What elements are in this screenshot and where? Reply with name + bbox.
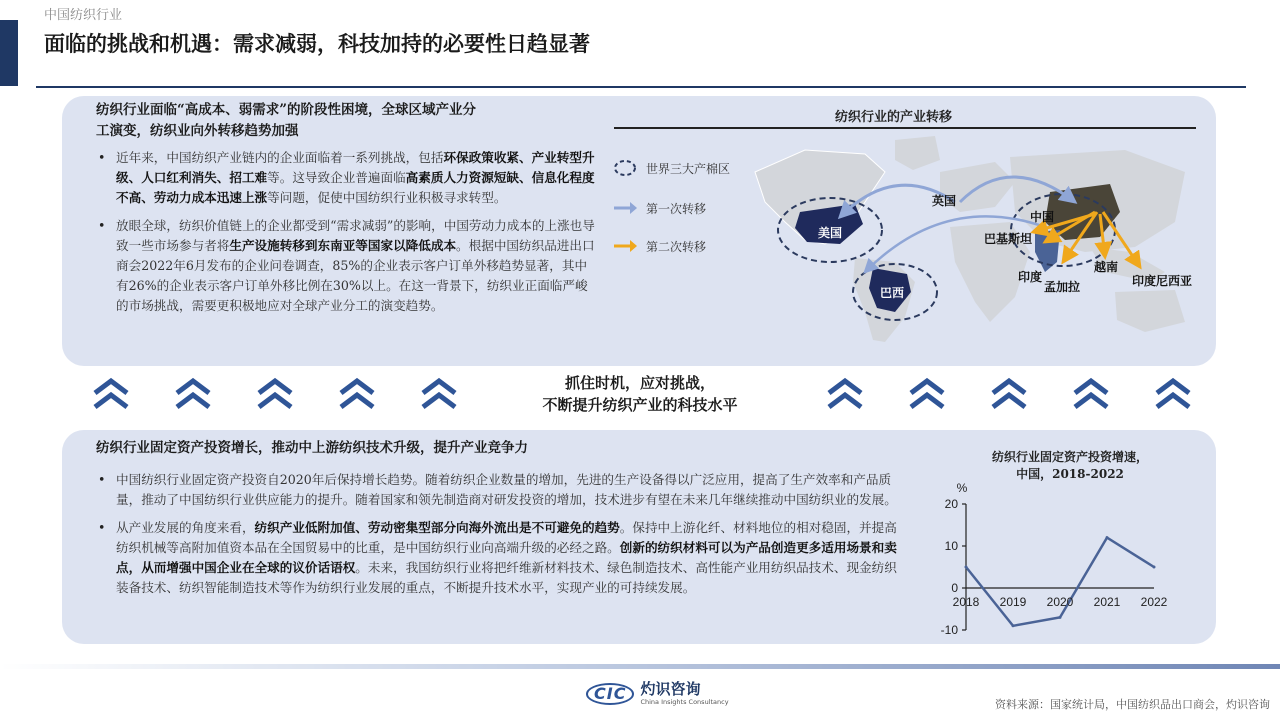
- list-item: • 放眼全球，纺织价值链上的企业都受到“需求减弱”的影响，中国劳动力成本的上涨也导致一些市场参与者将生产设施转移到东南亚等国家以降低成本。根据中国纺织品进出口商会2022年6月发布的企业问卷调查，85%的企业表示客户订单外移趋势显著，其中有26%的企业表示客户订单外移比例在30%以上。在这一背景下，纺织业正面临严峻的市场挑战，需要更积极地应对全球产业分工的演变趋势。: [94, 216, 598, 316]
- map-label-indonesia: 印度尼西亚: [1132, 274, 1193, 288]
- title-divider: [36, 86, 1246, 88]
- data-point: [1012, 624, 1015, 627]
- y-tick-label: 0: [951, 581, 958, 595]
- chevron-up-icon: [908, 376, 946, 412]
- data-point: [965, 566, 968, 569]
- map-label-india: 印度: [1018, 270, 1043, 284]
- map-label-bangladesh: 孟加拉: [1044, 280, 1081, 294]
- investment-growth-chart: [922, 478, 1182, 640]
- world-map: [745, 132, 1207, 356]
- chevron-up-icon: [92, 376, 130, 412]
- header-accent-bar: [0, 20, 18, 86]
- legend-second-transfer: 第二次转移: [612, 236, 706, 256]
- map-label-usa: 美国: [818, 226, 843, 240]
- x-tick-label: 2022: [1140, 595, 1168, 609]
- chevron-up-icon: [174, 376, 212, 412]
- map-title-rule: [614, 127, 1196, 129]
- logo-english-name: China Insights Consultancy: [640, 698, 729, 706]
- australia-landmass: [1115, 290, 1185, 332]
- chevron-up-icon: [420, 376, 458, 412]
- legend-cluster: 世界三大产棉区: [612, 158, 730, 178]
- chart-title: 纺织行业固定资产投资增速， 中国，2018-2022: [991, 450, 1148, 481]
- logo-chinese-name: 灼识咨询: [640, 680, 701, 698]
- section-label: 中国纺织行业: [44, 8, 123, 23]
- chevron-up-icon: [256, 376, 294, 412]
- orange-arrow-icon: [612, 236, 638, 256]
- x-tick-label: 2021: [1093, 595, 1121, 609]
- series-line: [966, 538, 1154, 626]
- y-tick-label: 20: [944, 497, 958, 511]
- data-point: [1106, 536, 1109, 539]
- legend-first-transfer: 第一次转移: [612, 198, 706, 218]
- map-title: 纺织行业的产业转移: [835, 110, 953, 125]
- footer-band: [0, 664, 1280, 669]
- map-label-brazil: 巴西: [880, 286, 905, 300]
- map-label-china: 中国: [1030, 210, 1055, 224]
- x-tick-label: 2018: [952, 595, 980, 609]
- list-item: • 从产业发展的角度来看，纺织产业低附加值、劳动密集型部分向海外流出是不可避免的趋势。保持中上游化纤、材料地位的相对稳固，并提高纺织机械等高附加值资本品在全国贸易中的比重，是中国纺织行业向高端升级的必经之路。创新的纺织材料可以为产品创造更多适用场景和卖点，从而增强中国企业在全球的议价话语权。未来，我国纺织行业将把纤维新材料技术、绿色制造技术、高性能产业用纺织品技术、现金纺织装备技术、纺织智能制造技术等作为纺织行业发展的重点，不断提升技术水平，实现产业的可持续发展。: [94, 518, 902, 598]
- chevron-up-icon: [1154, 376, 1192, 412]
- bottom-bullet-list: [94, 470, 902, 606]
- y-tick-label: 10: [944, 539, 958, 553]
- page-title: 面临的挑战和机遇：需求减弱，科技加持的必要性日趋显著: [44, 31, 590, 56]
- bottom-panel-heading: 纺织行业固定资产投资增长，推动中上游纺织技术升级，提升产业竞争力: [96, 440, 528, 456]
- list-item: • 中国纺织行业固定资产投资自2020年后保持增长趋势。随着纺织企业数量的增加，先进的生产设备得以广泛应用，提高了生产效率和产品质量，推动了中国纺织行业供应能力的提升。随着国家和领先制造商对研发投资的增加，技术进步有望在未来几年继续推动中国纺织业的发展。: [94, 470, 902, 510]
- x-tick-label: 2019: [999, 595, 1027, 609]
- top-bullet-list: [94, 148, 598, 324]
- map-label-vietnam: 越南: [1094, 260, 1119, 274]
- data-point: [1153, 566, 1156, 569]
- source-note: 资料来源：国家统计局，中国纺织品出口商会，灼识咨询: [995, 698, 1270, 711]
- map-label-uk: 英国: [932, 194, 957, 208]
- chevron-up-icon: [990, 376, 1028, 412]
- dashed-circle-icon: [612, 158, 638, 178]
- data-point: [1059, 616, 1062, 619]
- top-panel-heading: 纺织行业面临“高成本、弱需求”的阶段性困境，全球区域产业分 工演变，纺织业向外转移趋势加强: [96, 102, 477, 139]
- company-logo: [586, 681, 729, 706]
- blue-arrow-icon: [612, 198, 638, 218]
- y-tick-label: -10: [940, 623, 958, 637]
- x-tick-label: 2020: [1046, 595, 1074, 609]
- y-axis-unit-label: %: [956, 481, 968, 495]
- center-message: 抓住时机，应对挑战， 不断提升纺织产业的科技水平: [542, 374, 738, 414]
- logo-mark: CIC: [586, 683, 634, 705]
- list-item: • 近年来，中国纺织产业链内的企业面临着一系列挑战，包括环保政策收紧、产业转型升级、人口红利消失、招工难等。这导致企业普遍面临高素质人力资源短缺、信息化程度不高、劳动力成本迅速上涨等问题，促使中国纺织行业积极寻求转型。: [94, 148, 598, 208]
- chevron-up-icon: [1072, 376, 1110, 412]
- chevron-up-icon: [826, 376, 864, 412]
- map-label-pakistan: 巴基斯坦: [984, 232, 1033, 246]
- greenland-landmass: [895, 136, 940, 170]
- chevron-up-icon: [338, 376, 376, 412]
